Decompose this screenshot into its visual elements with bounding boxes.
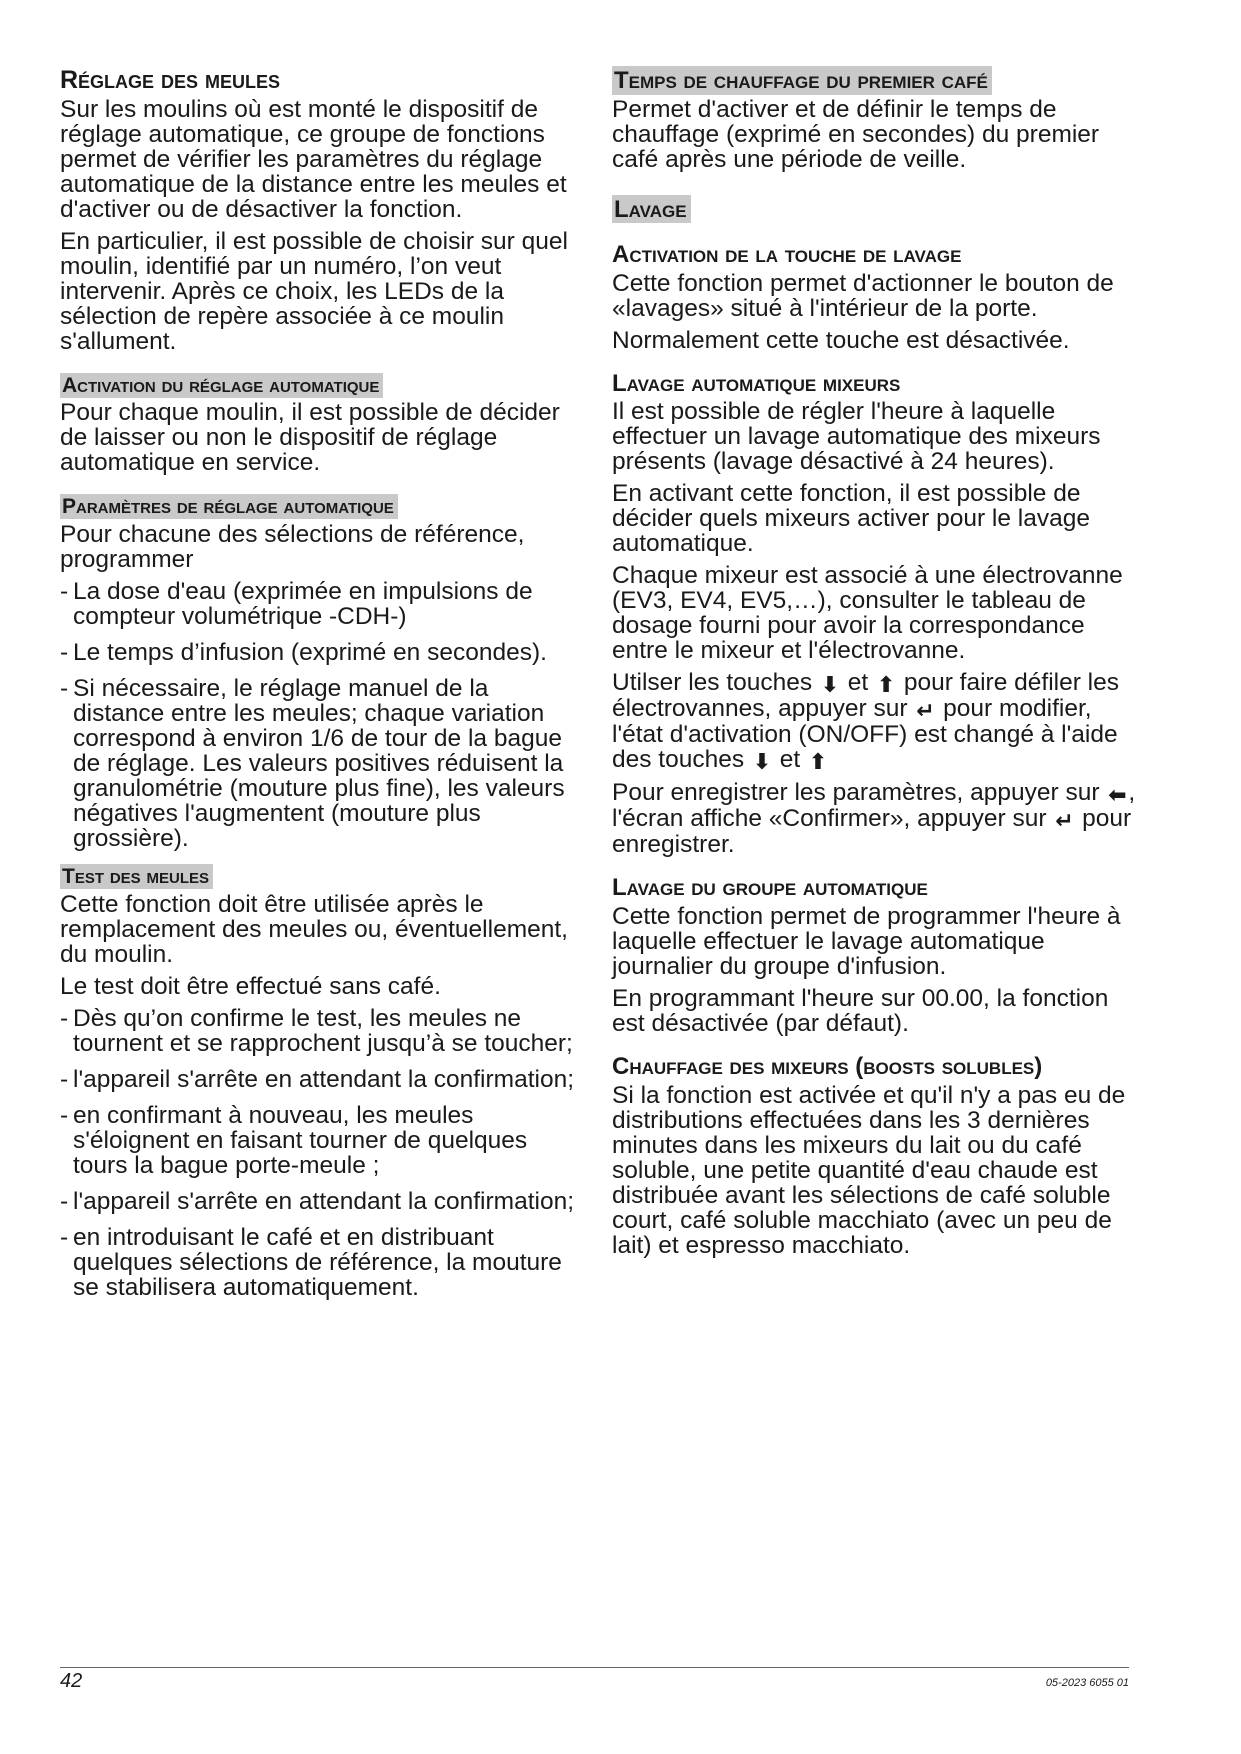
footer-divider [60, 1667, 1129, 1668]
arrow-down-icon: ⬇ [820, 672, 840, 698]
arrow-left-icon: ⬅ [1108, 782, 1127, 808]
paragraph: Cette fonction permet de programmer l'heure à laquelle effectuer le lavage automatique journalier du groupe d'infusion. [612, 902, 1121, 980]
heading-test-des-meules: Test des meules [60, 862, 580, 890]
heading-lavage-automatique-mixeurs: Lavage automatique mixeurs [612, 369, 901, 397]
list-item: - en confirmant à nouveau, les meules s'éloignent en faisant tourner de quelques tours la bague porte-meule ; [60, 1103, 580, 1178]
paragraph: Chaque mixeur est associé à une électrovanne (EV3, EV4, EV5,…), consulter le tableau de dosage fourni pour avoir la correspondance entre le mixeur et l'électrovanne. [612, 562, 1123, 665]
right-column [612, 66, 1142, 1265]
list-item: - l'appareil s'arrête en attendant la confirmation; [60, 1189, 580, 1214]
paragraph: Si la fonction est activée et qu'il n'y a pas eu de distributions effectuées dans les 3 dernières minutes dans les mixeurs du lait ou du café soluble, une petite quantité d'eau chaude est distribuée avant les sélections de café soluble court, café soluble macchiato (avec un peu de lait) et espresso macchiato. [612, 1081, 1126, 1259]
heading-lavage-groupe-automatique: Lavage du groupe automatique [612, 874, 928, 902]
heading-temps-chauffage: Temps de chauffage du premier café [612, 66, 1142, 95]
heading-activation-reglage: Activation du réglage automatique [60, 371, 580, 399]
list-item: - en introduisant le café et en distribuant quelques sélections de référence, la mouture se stabilisera automatiquement. [60, 1225, 580, 1300]
paragraph-touches: Utilser les touches ⬇ et ⬆ pour faire défiler les électrovannes, appuyer sur ↵ pour modifier, l'état d'activation (ON/OFF) est changé à l'aide des touches ⬇ et ⬆ [612, 669, 1120, 775]
paragraph: Sur les moulins où est monté le dispositif de réglage automatique, ce groupe de fonctions permet de vérifier les paramètres du réglage automatique de la distance entre les meules et d'activer ou de désactiver la fonction. [60, 95, 567, 223]
paragraph: En programmant l'heure sur 00.00, la fonction est désactivée (par défaut). [612, 984, 1109, 1037]
arrow-up-icon: ⬆ [876, 672, 896, 698]
enter-icon: ↵ [916, 698, 935, 724]
paragraph-enregistrer: Pour enregistrer les paramètres, appuyer sur ⬅, l'écran affiche «Confirmer», appuyer sur ↵ pour enregistrer. [612, 779, 1136, 859]
enter-icon: ↵ [1055, 808, 1074, 834]
list-item: - Si nécessaire, le réglage manuel de la distance entre les meules; chaque variation correspond à environ 1/6 de tour de la bague de réglage. Les valeurs positives réduisent la granulométrie (mouture plus fine), les valeurs négatives l'augmentent (mouture plus grossière). [60, 676, 580, 851]
paragraph: Normalement cette touche est désactivée. [612, 326, 1070, 354]
heading-activation-touche-lavage: Activation de la touche de lavage [612, 241, 962, 269]
heading-chauffage-mixeurs: Chauffage des mixeurs (boosts solubles) [612, 1052, 1043, 1080]
left-column [60, 66, 580, 1311]
parametres-list [60, 579, 580, 851]
list-item: - La dose d'eau (exprimée en impulsions de compteur volumétrique -CDH-) [60, 579, 580, 629]
paragraph: En particulier, il est possible de choisir sur quel moulin, identifié par un numéro, l’on veut intervenir. Après ce choix, les LEDs de la sélection de repère associée à ce moulin s'allument. [60, 227, 568, 355]
paragraph: Cette fonction permet d'actionner le bouton de «lavages» situé à l'intérieur de la porte. [612, 269, 1114, 322]
list-item: - l'appareil s'arrête en attendant la confirmation; [60, 1067, 580, 1092]
arrow-up-icon: ⬆ [808, 749, 828, 775]
paragraph: Permet d'activer et de définir le temps de chauffage (exprimé en secondes) du premier café après une période de veille. [612, 95, 1100, 173]
arrow-down-icon: ⬇ [752, 749, 772, 775]
paragraph: Pour chacune des sélections de référence, programmer [60, 520, 525, 573]
heading-lavage: Lavage [612, 195, 1142, 224]
document-code: 05-2023 6055 01 [1045, 1677, 1129, 1689]
paragraph: En activant cette fonction, il est possible de décider quels mixeurs activer pour le lavage automatique. [612, 480, 1090, 558]
heading-reglage-des-meules: Réglage des meules [60, 66, 280, 94]
paragraph: Cette fonction doit être utilisée après le remplacement des meules ou, éventuellement, du moulin. [60, 890, 568, 968]
test-list [60, 1006, 580, 1300]
list-item: - Le temps d’infusion (exprimé en secondes). [60, 640, 580, 665]
page-number: 42 [60, 1670, 83, 1692]
heading-parametres-reglage: Paramètres de réglage automatique [60, 492, 580, 520]
paragraph: Le test doit être effectué sans café. [60, 972, 441, 1000]
paragraph: Pour chaque moulin, il est possible de décider de laisser ou non le dispositif de réglage automatique en service. [60, 399, 560, 477]
paragraph: Il est possible de régler l'heure à laquelle effectuer un lavage automatique des mixeurs présents (lavage désactivé à 24 heures). [612, 398, 1101, 476]
list-item: - Dès qu’on confirme le test, les meules ne tournent et se rapprochent jusqu’à se toucher; [60, 1006, 580, 1056]
